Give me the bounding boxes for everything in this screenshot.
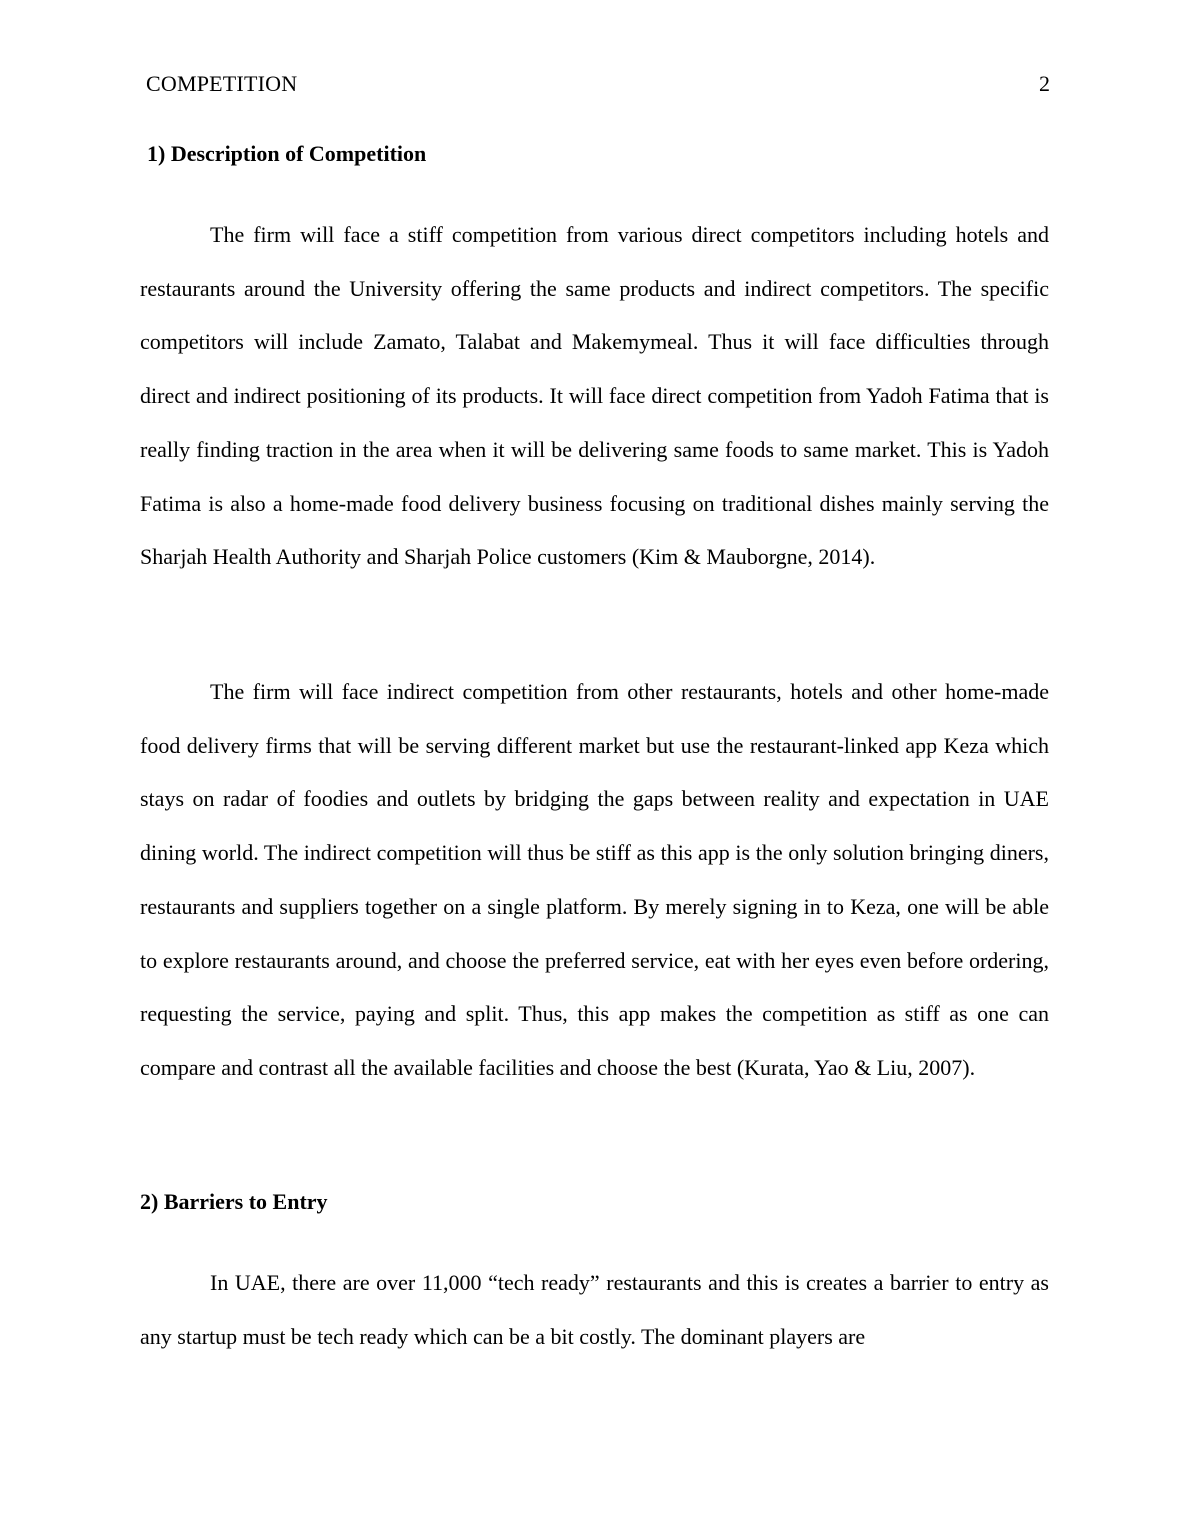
- running-head: COMPETITION: [146, 71, 298, 96]
- paragraph-indirect-competition: The firm will face indirect competition from other restaurants, hotels and other home-made food delivery firms that will be serving different market but use the restaurant-linked app Keza which stays on radar of foodies and outlets by bridging the gaps between reality and expectation in UAE dining world. The indirect competition will thus be stiff as this app is the only solution bringing diners, restaurants and suppliers together on a single platform. By merely signing in to Keza, one will be able to explore restaurants around, and choose the preferred service, eat with her eyes even before ordering, requesting the service, paying and split. Thus, this app makes the competition as stiff as one can compare and contrast all the available facilities and choose the best (Kurata, Yao & Liu, 2007).: [140, 679, 1049, 1080]
- paragraph-barriers-to-entry: In UAE, there are over 11,000 “tech ready” restaurants and this is creates a barrier to entry as any startup must be tech ready which can be a bit costly. The dominant players are: [140, 1270, 1049, 1349]
- paragraph-direct-competition: The firm will face a stiff competition from various direct competitors including hotels and restaurants around the University offering the same products and indirect competitors. The specific competitors will include Zamato, Talabat and Makemymeal. Thus it will face difficulties through direct and indirect positioning of its products. It will face direct competition from Yadoh Fatima that is really finding traction in the area when it will be delivering same foods to same market. This is Yadoh Fatima is also a home-made food delivery business focusing on traditional dishes mainly serving the Sharjah Health Authority and Sharjah Police customers (Kim & Mauborgne, 2014).: [140, 222, 1049, 570]
- section-heading-barriers-to-entry: 2) Barriers to Entry: [140, 1189, 328, 1214]
- page-number: 2: [1039, 71, 1050, 96]
- section-heading-description-of-competition: 1) Description of Competition: [147, 141, 427, 166]
